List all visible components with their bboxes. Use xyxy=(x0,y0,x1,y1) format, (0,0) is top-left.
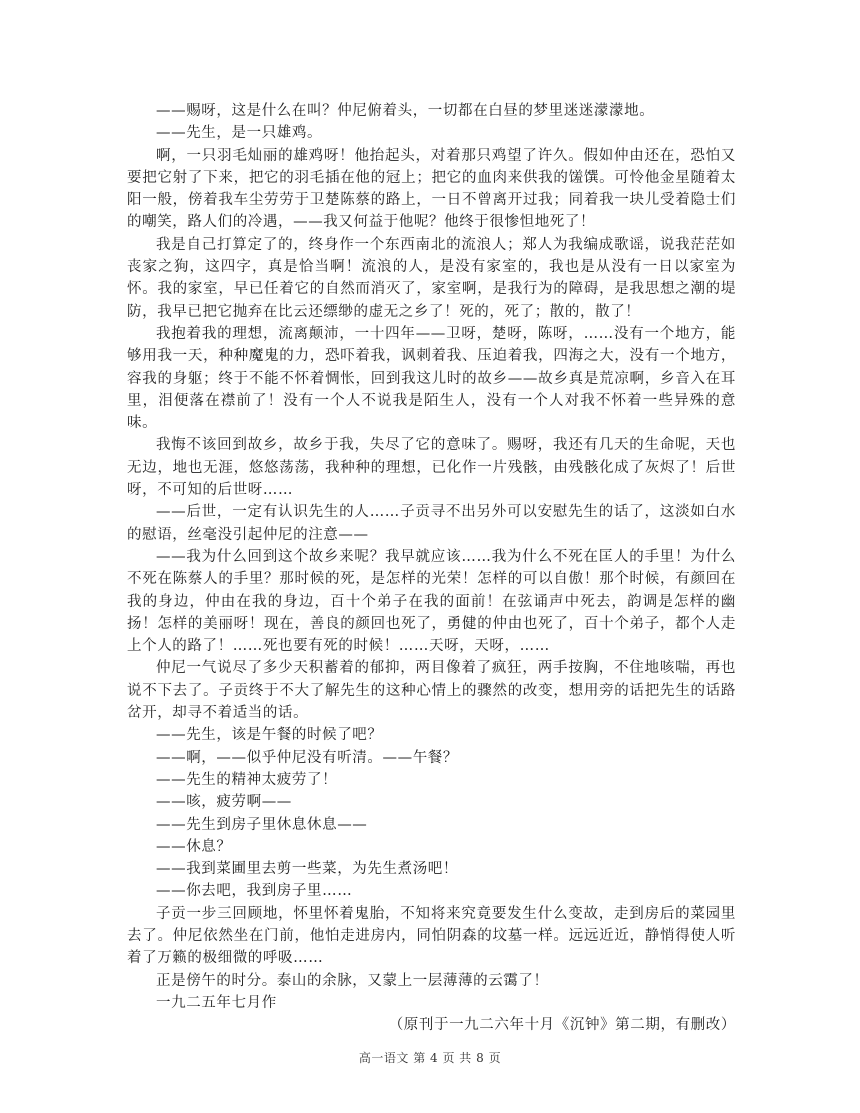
paragraph: ——我到菜圃里去剪一些菜，为先生煮汤吧！ xyxy=(156,861,458,878)
paragraph: 我抱着我的理想，流离颠沛，一十四年——卫呀，楚呀，陈呀，……没有一个地方，能够用我一天，种种魔鬼的力，恐吓着我，讽刺着我、压迫着我，四海之大，没有一个地方，容我的身躯；终于不能不怀着惆怅，回到我这儿时的故乡——故乡真是荒凉啊，乡音入在耳里，泪便落在襟前了！没有一个人不说我是陌生人，没有一个人对我不怀着一些异殊的意味。 xyxy=(127,325,736,432)
paragraph: 仲尼一气说尽了多少天积蓄着的郁抑，两目像着了疯狂，两手按胸，不住地咳喘，再也说不下去了。子贡终于不大了解先生的这种心情上的骤然的改变，想用旁的话把先生的话路岔开，却寻不着适当的话。 xyxy=(127,660,736,722)
paragraph: 我是自己打算定了的，终身作一个东西南北的流浪人；郑人为我编成歌谣，说我茫茫如丧家之狗，这四字，真是恰当啊！流浪的人，是没有家室的，我也是从没有一日以家室为怀。我的家室，早已任着它的自然而消灭了，家室啊，是我行为的障碍，是我思想之潮的堤防，我早已把它抛弃在比云还缥缈的虚无之乡了！死的，死了；散的，散了！ xyxy=(127,236,736,320)
paragraph: ——我为什么回到这个故乡来呢？我早就应该……我为什么不死在匡人的手里！为什么不死在陈蔡人的手里？那时候的死，是怎样的光荣！怎样的可以自傲！那个时候，有颜回在我的身边，仲由在我的身边，百十个弟子在我的面前！在弦诵声中死去，韵调是怎样的幽扬！怎样的美丽呀！现在，善良的颜回也死了，勇健的仲由也死了，百十个弟子，都个人走上个人的路了！……死也要有死的时候！……天呀，天呀，…… xyxy=(127,548,736,655)
paragraph: ——先生到房子里休息休息—— xyxy=(156,816,368,833)
paragraph: ——啊，——似乎仲尼没有听清。——午餐？ xyxy=(156,749,458,766)
paragraph: ——先生，该是午餐的时候了吧？ xyxy=(156,727,383,744)
paragraph: 子贡一步三回顾地，怀里怀着鬼胎，不知将来究竟要发生什么变故，走到房后的菜园里去了。仲尼依然坐在门前，他怕走进房内，同怕阴森的坟墓一样。远远近近，静悄得使人听着了万籁的极细微的呼吸…… xyxy=(127,905,736,967)
paragraph: ——后世，一定有认识先生的人……子贡寻不出另外可以安慰先生的话了，这淡如白水的慰语，丝毫没引起仲尼的注意—— xyxy=(127,504,736,543)
paragraph: ——休息？ xyxy=(156,838,232,855)
paragraph: ——你去吧，我到房子里…… xyxy=(156,883,353,900)
paragraph: 啊，一只羽毛灿丽的雄鸡呀！他抬起头，对着那只鸡望了许久。假如仲由还在，恐怕又要把它射了下来，把它的羽毛插在他的冠上；把它的血肉来供我的馐馔。可怜他金星随着太阳一般，傍着我车尘劳劳于卫楚陈蔡的路上，一日不曾离开过我；同着我一块儿受着隐士们的嘲笑，路人们的冷遇，——我又何益于他呢？他终于很惨怛地死了！ xyxy=(127,147,736,231)
source-note: （原刊于一九二六年十月《沉钟》第二期，有删改） xyxy=(388,1017,736,1034)
paragraph: ——赐呀，这是什么在叫？仲尼俯着头，一切都在白昼的梦里迷迷濛濛地。 xyxy=(156,103,655,119)
article-body xyxy=(127,100,736,1036)
paragraph: ——先生的精神太疲劳了！ xyxy=(156,771,338,788)
paragraph: 我悔不该回到故乡，故乡于我，失尽了它的意味了。赐呀，我还有几天的生命呢，天也无边，地也无涯，悠悠荡荡，我种种的理想，已化作一片残骸，由残骸化成了灰烬了！后世呀，不可知的后世呀…… xyxy=(127,437,736,499)
page-footer: 高一语文 第 4 页 共 8 页 xyxy=(358,1051,502,1065)
paragraph: 正是傍午的时分。泰山的余脉，又蒙上一层薄薄的云霭了！ xyxy=(156,972,549,989)
paragraph: ——咳，疲劳啊—— xyxy=(156,794,292,811)
date-line: 一九二五年七月作 xyxy=(156,994,277,1011)
paragraph: ——先生，是一只雄鸡。 xyxy=(156,125,323,142)
